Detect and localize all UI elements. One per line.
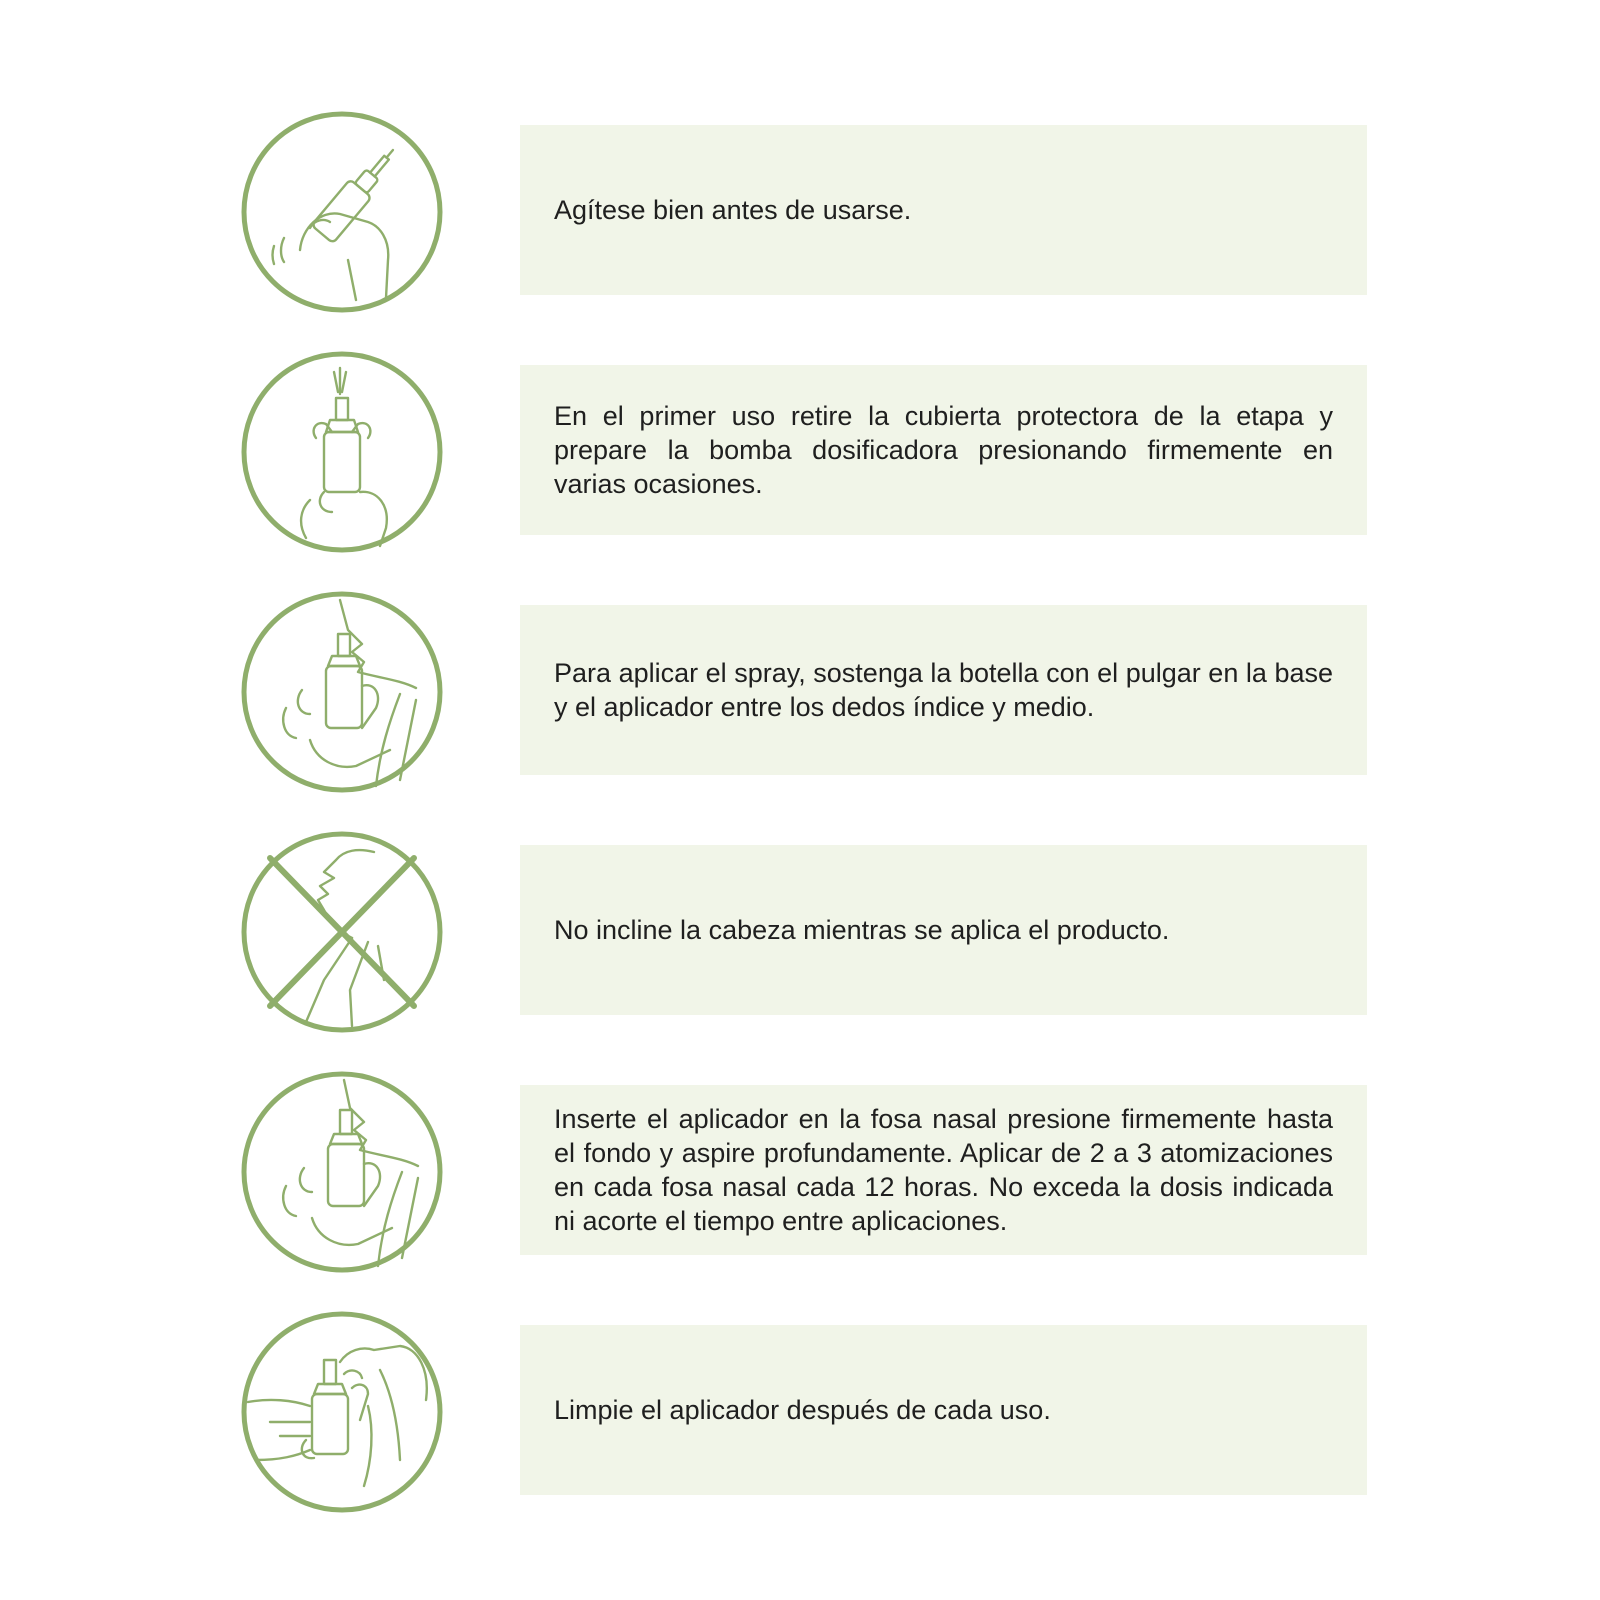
step-4: [0, 830, 1600, 1035]
hold-spray-icon: [240, 590, 444, 794]
step-3: [0, 590, 1600, 795]
step-2: [0, 350, 1600, 555]
step-1: [0, 110, 1600, 315]
step-2-panel: [520, 365, 1367, 535]
step-5-panel: [520, 1085, 1367, 1255]
step-5: [0, 1070, 1600, 1275]
step-3-panel: [520, 605, 1367, 775]
step-4-text: No incline la cabeza mientras se aplica el producto.: [554, 915, 1170, 945]
no-head-tilt-icon: [240, 830, 444, 1034]
step-2-text: En el primer uso retire la cubierta protectora de la etapa y prepare la bomba dosificadora presionando firmemente en varias ocasiones.: [554, 401, 1333, 499]
step-1-text: Agítese bien antes de usarse.: [554, 195, 912, 225]
step-1-panel: [520, 125, 1367, 295]
step-6: [0, 1310, 1600, 1515]
step-4-panel: [520, 845, 1367, 1015]
step-5-text: Inserte el aplicador en la fosa nasal presione firmemente hasta el fondo y aspire profundamente. Aplicar de 2 a 3 atomizaciones en cada fosa nasal cada 12 horas. No exceda la dosis indicada ni acorte el tiempo entre aplicaciones.: [554, 1104, 1333, 1236]
step-6-panel: [520, 1325, 1367, 1495]
step-6-text: Limpie el aplicador después de cada uso.: [554, 1395, 1051, 1425]
clean-applicator-icon: [240, 1310, 444, 1514]
step-3-text: Para aplicar el spray, sostenga la botella con el pulgar en la base y el aplicador entre los dedos índice y medio.: [554, 658, 1333, 722]
prime-pump-icon: [240, 350, 444, 554]
shake-bottle-icon: [240, 110, 444, 314]
insert-applicator-icon: [240, 1070, 444, 1274]
